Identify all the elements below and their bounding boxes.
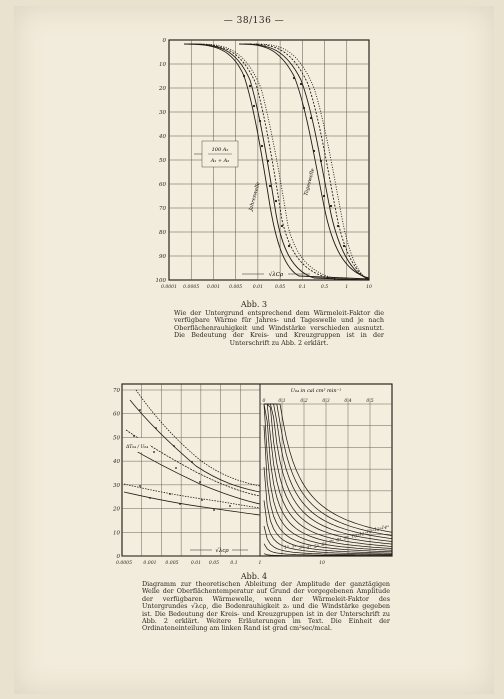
- fig4-degree-label: 10°: [351, 534, 360, 540]
- fig4-x-tick-label: 0.001: [143, 561, 157, 566]
- page-number: — 38/136 —: [223, 16, 285, 26]
- figure-3-chart: [144, 36, 374, 298]
- fig4-data-point: [175, 467, 177, 469]
- fig3-data-point: [253, 105, 255, 107]
- fig3-data-point: [261, 145, 263, 147]
- fig4-data-point: [153, 451, 155, 453]
- fig3-data-point: [300, 83, 302, 85]
- fig4-right-tick-label: 0.1: [278, 399, 286, 404]
- fig3-x-tick-label: 0.0001: [160, 285, 178, 290]
- fig4-degree-label: 7°: [329, 540, 334, 546]
- fig3-y-tick-label: 70: [159, 206, 166, 212]
- fig4-y-tick-label: 70: [113, 388, 120, 394]
- fig4-degree-label: 5°: [314, 544, 319, 550]
- fig3-data-point: [259, 120, 261, 122]
- fig3-curve-label-tageswelle: Tageswelle: [303, 167, 317, 197]
- fig3-data-point: [337, 225, 339, 227]
- fig3-data-point: [323, 195, 325, 197]
- fig4-data-point: [201, 499, 203, 501]
- fig3-data-point: [303, 107, 305, 109]
- fig3-inset-top: 100 A₂: [211, 147, 229, 153]
- fig4-data-point: [139, 409, 141, 411]
- fig4-degree-label: 2°: [291, 546, 297, 551]
- fig3-data-point: [281, 225, 283, 227]
- fig3-y-tick-label: 80: [159, 230, 166, 236]
- fig4-y-tick-label: 60: [113, 411, 120, 418]
- fig3-y-tick-label: 60: [159, 182, 166, 188]
- fig3-data-point: [313, 150, 315, 152]
- fig3-data-point: [293, 77, 295, 79]
- fig3-y-tick-label: 0: [162, 38, 166, 44]
- fig4-right-tick-label: 0.4: [344, 399, 352, 404]
- fig4-x-tick-label: 1: [258, 561, 262, 566]
- fig4-right-tick-label: 0.5: [366, 399, 374, 404]
- fig3-y-tick-label: 100: [155, 278, 166, 284]
- fig3-y-tick-label: 30: [159, 110, 166, 116]
- fig3-y-tick-label: 10: [159, 62, 166, 68]
- fig3-y-tick-label: 50: [159, 158, 166, 164]
- fig3-curve-label-jahreswelle: Jahreswelle: [248, 181, 262, 212]
- fig4-degree-label: 11°: [359, 532, 367, 538]
- fig4-y-tick-label: 20: [113, 506, 120, 513]
- fig3-data-point: [249, 85, 251, 87]
- fig3-x-tick-label: 1: [345, 285, 349, 290]
- fig4-degree-label: 13°: [374, 527, 382, 533]
- fig3-data-point: [288, 245, 290, 247]
- fig3-x-tick-label: 0.001: [206, 285, 221, 290]
- figure-3-title: Abb. 3: [240, 300, 268, 309]
- fig3-data-point: [275, 200, 277, 202]
- fig4-degree-label: 12°: [366, 530, 375, 536]
- fig4-degree-label: 6°: [321, 542, 327, 548]
- fig4-y-tick-label: 50: [113, 435, 120, 442]
- fig4-data-point: [133, 435, 135, 437]
- fig3-y-tick-label: 20: [159, 86, 166, 92]
- fig4-x-tick-label: 0.1: [230, 561, 238, 566]
- figure-4-chart: [110, 380, 400, 570]
- fig4-right-tick-label: 0.3: [322, 399, 330, 404]
- fig3-data-point: [243, 75, 245, 77]
- fig4-right-tick-label: 0.2: [300, 399, 308, 404]
- fig3-x-tick-label: 0.5: [320, 285, 329, 290]
- fig4-right-header: U₀₄ in cal cm² min⁻¹: [290, 388, 342, 394]
- fig4-data-point: [199, 481, 201, 483]
- fig4-data-point: [149, 497, 151, 499]
- fig4-data-point: [179, 503, 181, 505]
- fig3-x-tick-label: 0.05: [274, 285, 286, 290]
- fig4-degree-label: 14°: [381, 525, 390, 531]
- fig3-inset-bottom: A₁ + A₂: [210, 158, 230, 164]
- fig3-data-point: [320, 160, 322, 162]
- fig3-x-tick-label: 0.1: [298, 285, 306, 290]
- fig4-amp-label: ΔT₀₄ / U₀₄: [125, 445, 149, 450]
- fig3-axis-badge: √λCρ: [268, 272, 284, 278]
- fig4-degree-label: 9°: [344, 536, 349, 542]
- fig4-data-point: [155, 427, 157, 429]
- fig3-x-tick-label: 0.005: [229, 285, 243, 290]
- figure-4-caption: Diagramm zur theoretischen Ableitung der Amplitude der ganztägigen Welle der Oberflächentemperatur auf Grund der vorgegebenen Amplitude der verfügbaren Wärmewelle, wenn der Wärmeleit-Faktor des Untergrundes √λcρ, die Bodenrauhigkeit z₀ und die Windstärke gegeben ist. Die Bedeutung der Kreis- und Kreuzgruppen ist in der Unterschrift zu Abb. 2 erklärt. Weitere Erläuterungen im Text. Die Einheit der Ordinateneinteilung am linken Rand ist grad cm²sec/mcal.: [142, 580, 390, 633]
- fig3-data-point: [330, 205, 332, 207]
- fig4-y-tick-label: 40: [113, 459, 120, 466]
- fig4-data-point: [213, 509, 215, 511]
- fig4-right-tick-label: 0: [262, 399, 266, 404]
- fig3-data-point: [343, 245, 345, 247]
- fig4-y-tick-label: 10: [113, 530, 120, 537]
- fig4-y-tick-label: 0: [116, 554, 120, 560]
- fig4-x-tick-label: 0.005: [165, 561, 179, 566]
- fig4-data-point: [229, 505, 231, 507]
- fig4-y-tick-label: 30: [113, 482, 120, 489]
- document-page: [14, 6, 494, 694]
- figure-3-caption: Wie der Untergrund entsprechend dem Wärmeleit-Faktor die verfügbare Wärme für Jahres- und Tageswelle und je nach Oberflächenrauhigkeit und Windstärke verschieden ausnutzt. Die Bedeutung der Kreis- und Kreuzgruppen ist in der Unterschrift zu Abb. 2 erklärt.: [174, 309, 384, 347]
- fig3-x-tick-label: 0.0005: [183, 285, 200, 290]
- figure-4-title: Abb. 4: [240, 572, 268, 581]
- fig4-data-point: [169, 493, 171, 495]
- fig3-x-tick-label: 0.01: [252, 285, 264, 290]
- fig4-x-tick-label: 10: [319, 561, 325, 566]
- fig4-x-tick-label: 0.0005: [115, 561, 133, 566]
- fig4-data-point: [173, 445, 175, 447]
- fig3-y-tick-label: 40: [159, 134, 166, 140]
- fig3-data-point: [310, 117, 312, 119]
- fig4-data-point: [191, 461, 193, 463]
- fig3-y-tick-label: 90: [159, 254, 166, 260]
- fig4-x-tick-label: 0.05: [208, 561, 220, 566]
- fig4-degree-label: 1°: [284, 546, 289, 551]
- fig4-degree-label: 3°: [299, 546, 304, 551]
- fig4-x-tick-label: 0.01: [190, 561, 202, 566]
- fig3-data-point: [267, 160, 269, 162]
- fig3-data-point: [269, 185, 271, 187]
- fig4-degree-label: 8°: [336, 538, 342, 544]
- fig3-x-tick-label: 10: [366, 285, 372, 290]
- fig4-axis-badge: √λcρ: [215, 548, 229, 554]
- fig4-degree-label: 4°: [306, 546, 312, 551]
- fig4-data-point: [139, 485, 141, 487]
